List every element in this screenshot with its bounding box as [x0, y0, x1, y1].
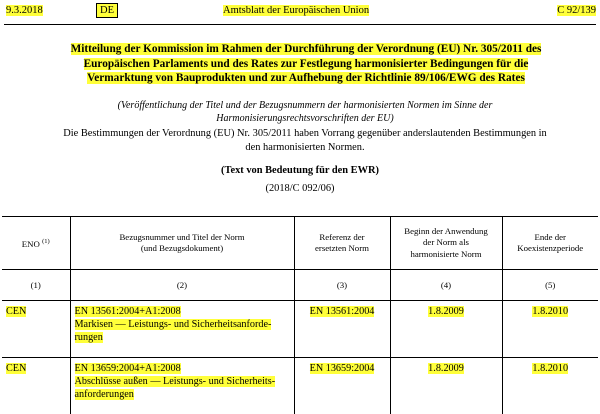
language-badge: DE [96, 3, 118, 18]
header-replaced-standard: Referenz der ersetzten Norm [294, 217, 390, 270]
document-title-text: Mitteilung der Kommission im Rahmen der Durchführung der Verordnung (EU) Nr. 305/2011 des Europäischen Parlaments und des Rates zur Festlegung harmonisierter Bedingungen für die Vermarktung von Bauprodukten und zur Aufhebung der Richtlinie 89/106/EWG des Rates [71, 43, 542, 84]
column-number-row [2, 270, 598, 301]
standard-title-continued: anforderungen [75, 389, 134, 400]
column-number: (1) [2, 270, 70, 301]
journal-name: Amtsblatt der Europäischen Union [223, 5, 369, 16]
page-header [0, 0, 600, 30]
eno-cell: CEN [2, 301, 70, 358]
table-row [2, 301, 598, 358]
header-reference-title: Bezugsnummer und Titel der Norm (und Bezugsdokument) [70, 217, 294, 270]
start-date-cell: 1.8.2009 [390, 301, 502, 358]
header-end-coexistence: Ende der Koexistenzperiode [502, 217, 598, 270]
document-subtitle: (Veröffentlichung der Titel und der Bezugsnummern der harmonisierten Normen im Sinne der Harmonisierungsrechtsvorschriften der EU) [60, 99, 550, 125]
end-date-cell: 1.8.2010 [502, 358, 598, 414]
standard-number: EN 13659:2004+A1:2008 [75, 363, 181, 374]
standard-title: Abschlüsse außen — Leistungs- und Sicherheits- [75, 376, 276, 387]
column-number: (2) [70, 270, 294, 301]
replaced-standard-cell: EN 13561:2004 [294, 301, 390, 358]
standards-table [2, 216, 598, 414]
column-number: (3) [294, 270, 390, 301]
standard-title-continued: rungen [75, 332, 103, 343]
eea-relevance-note: (Text von Bedeutung für den EWR) [0, 165, 600, 176]
table-header-row [2, 217, 598, 270]
eno-cell: CEN [2, 358, 70, 414]
standard-title: Markisen — Leistungs- und Sicherheitsanforde- [75, 319, 272, 330]
document-id: (2018/C 092/06) [0, 183, 600, 194]
footnote-marker: (1) [42, 238, 50, 245]
standard-cell [70, 301, 294, 358]
column-number: (4) [390, 270, 502, 301]
precedence-paragraph: Die Bestimmungen der Verordnung (EU) Nr. 305/2011 haben Vorrang gegenüber anderslautenden Bestimmungen in den harmonisierten Normen. [60, 127, 550, 155]
header-divider [4, 24, 596, 25]
column-number: (5) [502, 270, 598, 301]
start-date-cell: 1.8.2009 [390, 358, 502, 414]
replaced-standard-cell: EN 13659:2004 [294, 358, 390, 414]
header-start-date: Beginn der Anwendung der Norm als harmonisierte Norm [390, 217, 502, 270]
journal-reference: C 92/139 [557, 5, 596, 16]
header-eno: ENO $^{(1)}$ [2, 217, 70, 270]
standard-number: EN 13561:2004+A1:2008 [75, 306, 181, 317]
publication-date: 9.3.2018 [6, 5, 43, 16]
document-title [56, 42, 556, 86]
end-date-cell: 1.8.2010 [502, 301, 598, 358]
